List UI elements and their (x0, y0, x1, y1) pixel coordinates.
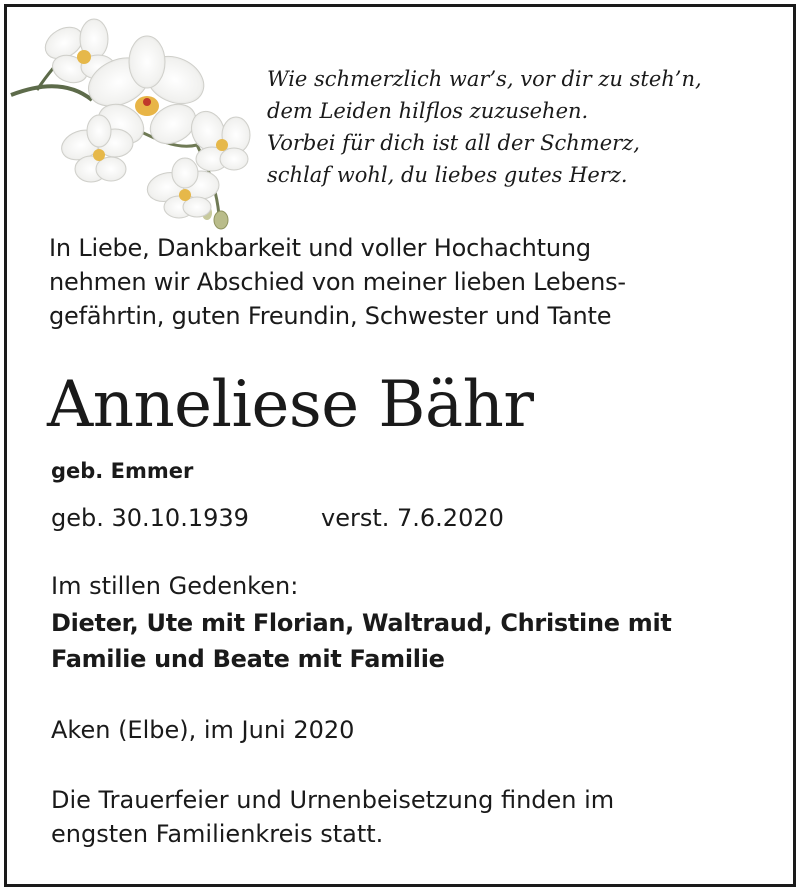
funeral-notice (51, 783, 781, 851)
intro-line: nehmen wir Abschied von meiner lieben Lebens- (49, 268, 626, 296)
place-date: Aken (Elbe), im Juni 2020 (51, 716, 355, 744)
poem-line: Wie schmerzlich war’s, vor dir zu steh’n, (267, 67, 702, 91)
intro-line: In Liebe, Dankbarkeit und voller Hochachtung (49, 234, 591, 262)
mourners-list (51, 605, 781, 677)
orchid-icon (7, 15, 257, 230)
life-dates (51, 501, 504, 535)
notice-line: Die Trauerfeier und Urnenbeisetzung finden im (51, 786, 615, 814)
death-date: verst. 7.6.2020 (321, 504, 504, 532)
notice-line: engsten Familienkreis statt. (51, 820, 384, 848)
intro-line: gefährtin, guten Freundin, Schwester und Tante (49, 302, 612, 330)
poem (267, 63, 787, 191)
mourners-line: Familie und Beate mit Familie (51, 645, 445, 673)
obituary-frame (4, 4, 796, 887)
mourners-line: Dieter, Ute mit Florian, Waltraud, Christine mit (51, 609, 672, 637)
birth-date: geb. 30.10.1939 (51, 504, 249, 532)
mourners-label: Im stillen Gedenken: (51, 572, 299, 600)
poem-line: Vorbei für dich ist all der Schmerz, (267, 131, 640, 155)
maiden-name: geb. Emmer (51, 459, 194, 483)
poem-line: dem Leiden hilflos zuzusehen. (267, 99, 589, 123)
poem-line: schlaf wohl, du liebes gutes Herz. (267, 163, 628, 187)
deceased-name: Anneliese Bähr (47, 368, 534, 442)
intro-text (49, 231, 779, 333)
